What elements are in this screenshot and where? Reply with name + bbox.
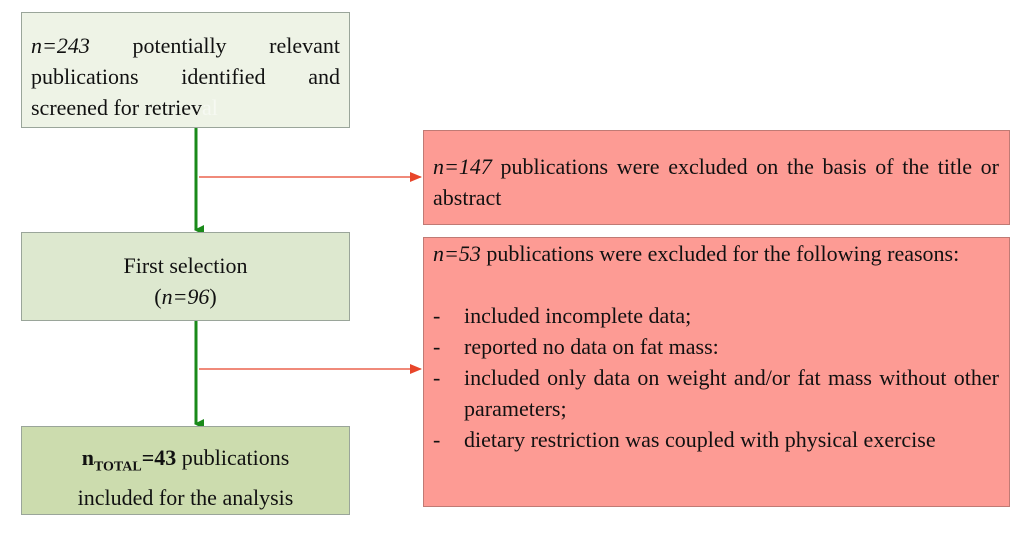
- exclusion-1-description: publications were excluded on the basis of the title or abstract: [433, 154, 999, 210]
- identified-line1: potentially relevant: [132, 33, 341, 58]
- total-line1: publications: [176, 445, 290, 470]
- total-line2: included for the analysis: [77, 485, 294, 511]
- exclusion-1-count: n=147: [433, 154, 492, 179]
- exclusion-reasons-list: [433, 300, 999, 455]
- first-selection-count: n=96: [161, 284, 210, 309]
- reason-item: - included only data on weight and/or fat mass without other parameters;: [433, 365, 999, 421]
- exclusion-box-reasons: [423, 237, 1010, 507]
- identified-count: n=243: [31, 33, 90, 58]
- identified-publications-box: [21, 12, 350, 128]
- first-selection-title: First selection: [123, 253, 248, 278]
- exclusion-2-description: publications were excluded for the following reasons:: [480, 241, 960, 266]
- total-included-text: [22, 442, 349, 513]
- identified-line3-faded: al: [202, 95, 218, 120]
- first-selection-box: [21, 232, 350, 321]
- identified-publications-text: [31, 30, 340, 123]
- reason-item: - dietary restriction was coupled with physical exercise: [433, 427, 936, 452]
- first-selection-text: [22, 250, 349, 312]
- exclusion-2-count: n=53: [433, 241, 481, 266]
- identified-line3: screened for retriev: [31, 95, 203, 120]
- reason-item: - reported no data on fat mass:: [433, 334, 719, 359]
- exclusion-1-text: [433, 151, 999, 213]
- first-selection-paren-open: (: [154, 284, 162, 309]
- exclusion-box-title-abstract: [423, 130, 1010, 225]
- first-selection-paren-close: ): [209, 284, 217, 309]
- total-subscript: TOTAL: [93, 459, 142, 475]
- total-included-box: [21, 426, 350, 515]
- identified-line2: publications identified and: [31, 64, 340, 89]
- total-value: =43: [141, 445, 177, 470]
- total-n: n: [81, 445, 94, 470]
- exclusion-2-text: [433, 238, 999, 455]
- reason-item: - included incomplete data;: [433, 303, 692, 328]
